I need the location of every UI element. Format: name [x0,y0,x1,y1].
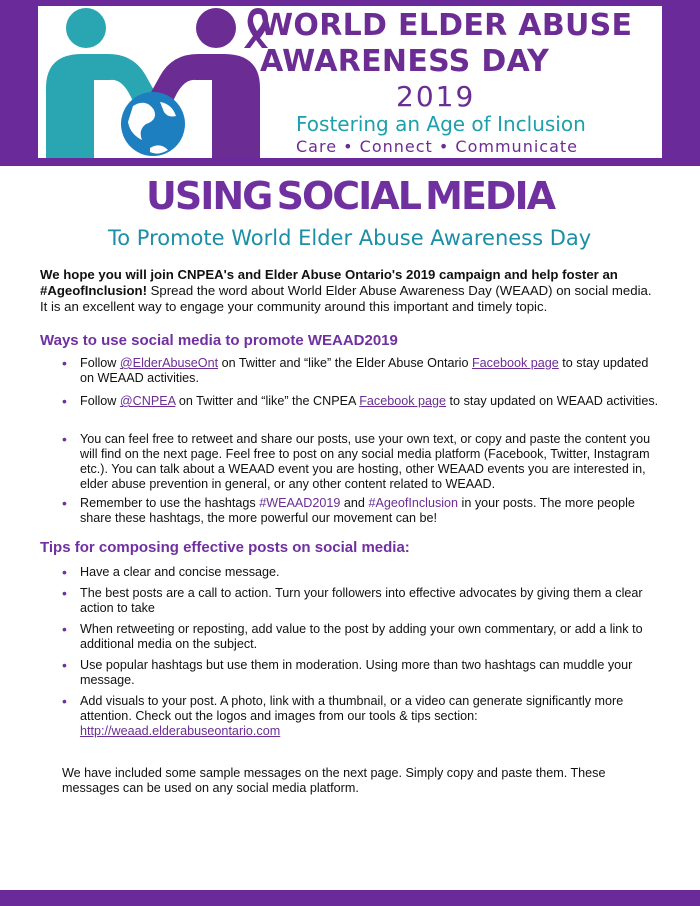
banner-tagline: Fostering an Age of Inclusion [296,112,586,136]
weaad-website-link[interactable]: http://weaad.elderabuseontario.com [80,724,281,738]
hashtag-weaad2019: #WEAAD2019 [259,496,341,510]
text: and [340,496,369,510]
page-title: USING SOCIAL MEDIA [146,174,554,218]
intro-bold: We hope you will join CNPEA's and Elder Abuse Ontario's 2019 campaign and help foster an #AgeofInclusion! [40,267,618,298]
footer-band [0,890,700,906]
cnpea-facebook-link[interactable]: Facebook page [359,394,447,408]
banner-subline: Care • Connect • Communicate [296,137,578,156]
cnpea-twitter-link[interactable]: @CNPEA [119,394,176,408]
text: Follow [80,356,120,370]
text: to stay updated on WEAAD activities. [446,394,659,408]
elderabuseont-twitter-link[interactable]: @ElderAbuseOnt [119,356,219,370]
list-item [62,394,662,409]
banner [38,6,662,158]
text: on Twitter and “like” the CNPEA [175,394,360,408]
text: Follow [80,394,120,408]
hashtag-ageofinclusion: #AgeofInclusion [368,496,459,510]
list-item [62,356,662,386]
ways-heading: Ways to use social media to promote WEAAD2019 [40,332,398,349]
eao-facebook-link[interactable]: Facebook page [471,356,559,370]
banner-line-1: WORLD ELDER ABUSE [260,8,633,43]
list-item: • Have a clear and concise message. [62,565,662,580]
list-item: • When retweeting or reposting, add value to the post by adding your own commentary, or add a link to additional media on the subject. [62,622,662,652]
list-item: • The best posts are a call to action. Turn your followers into effective advocates by giving them a clear action to take [62,586,662,616]
page-subtitle: To Promote World Elder Abuse Awareness Day [108,226,592,250]
list-item [62,496,662,526]
text: in your posts. The more people share these hashtags, the more powerful our movement can be! [80,496,635,525]
weaad-logo-icon [38,6,268,158]
closing-paragraph: We have included some sample messages on the next page. Simply copy and paste them. These messages can be used on any social media platform. [62,766,606,795]
tips-heading: Tips for composing effective posts on social media: [40,539,410,556]
list-item [62,694,662,739]
text: to stay updated on WEAAD activities. [80,356,649,385]
text: on Twitter and “like” the Elder Abuse Ontario [218,356,472,370]
list-item: • Use popular hashtags but use them in moderation. Using more than two hashtags can muddle your message. [62,658,662,688]
intro-text: Spread the word about World Elder Abuse Awareness Day (WEAAD) on social media. It is an excellent way to engage your community around this important and timely topic. [40,283,652,314]
banner-year: 2019 [396,80,476,113]
banner-line-2: AWARENESS DAY [260,44,550,79]
text: Remember to use the hashtags [80,496,260,510]
intro-paragraph [40,267,655,315]
text: Add visuals to your post. A photo, link with a thumbnail, or a video can generate significantly more attention. Check out the logos and images from our tools & tips section: [80,694,624,723]
list-item: • You can feel free to retweet and share our posts, use your own text, or copy and paste the content you will find on the next page. Feel free to post on any social media platform (Facebook, Twitter, Instagram etc.). You can talk about a WEAAD event you are hosting, other WEAAD events you are interested in, elder abuse prevention in general, or any other content related to WEAAD. [62,432,662,492]
